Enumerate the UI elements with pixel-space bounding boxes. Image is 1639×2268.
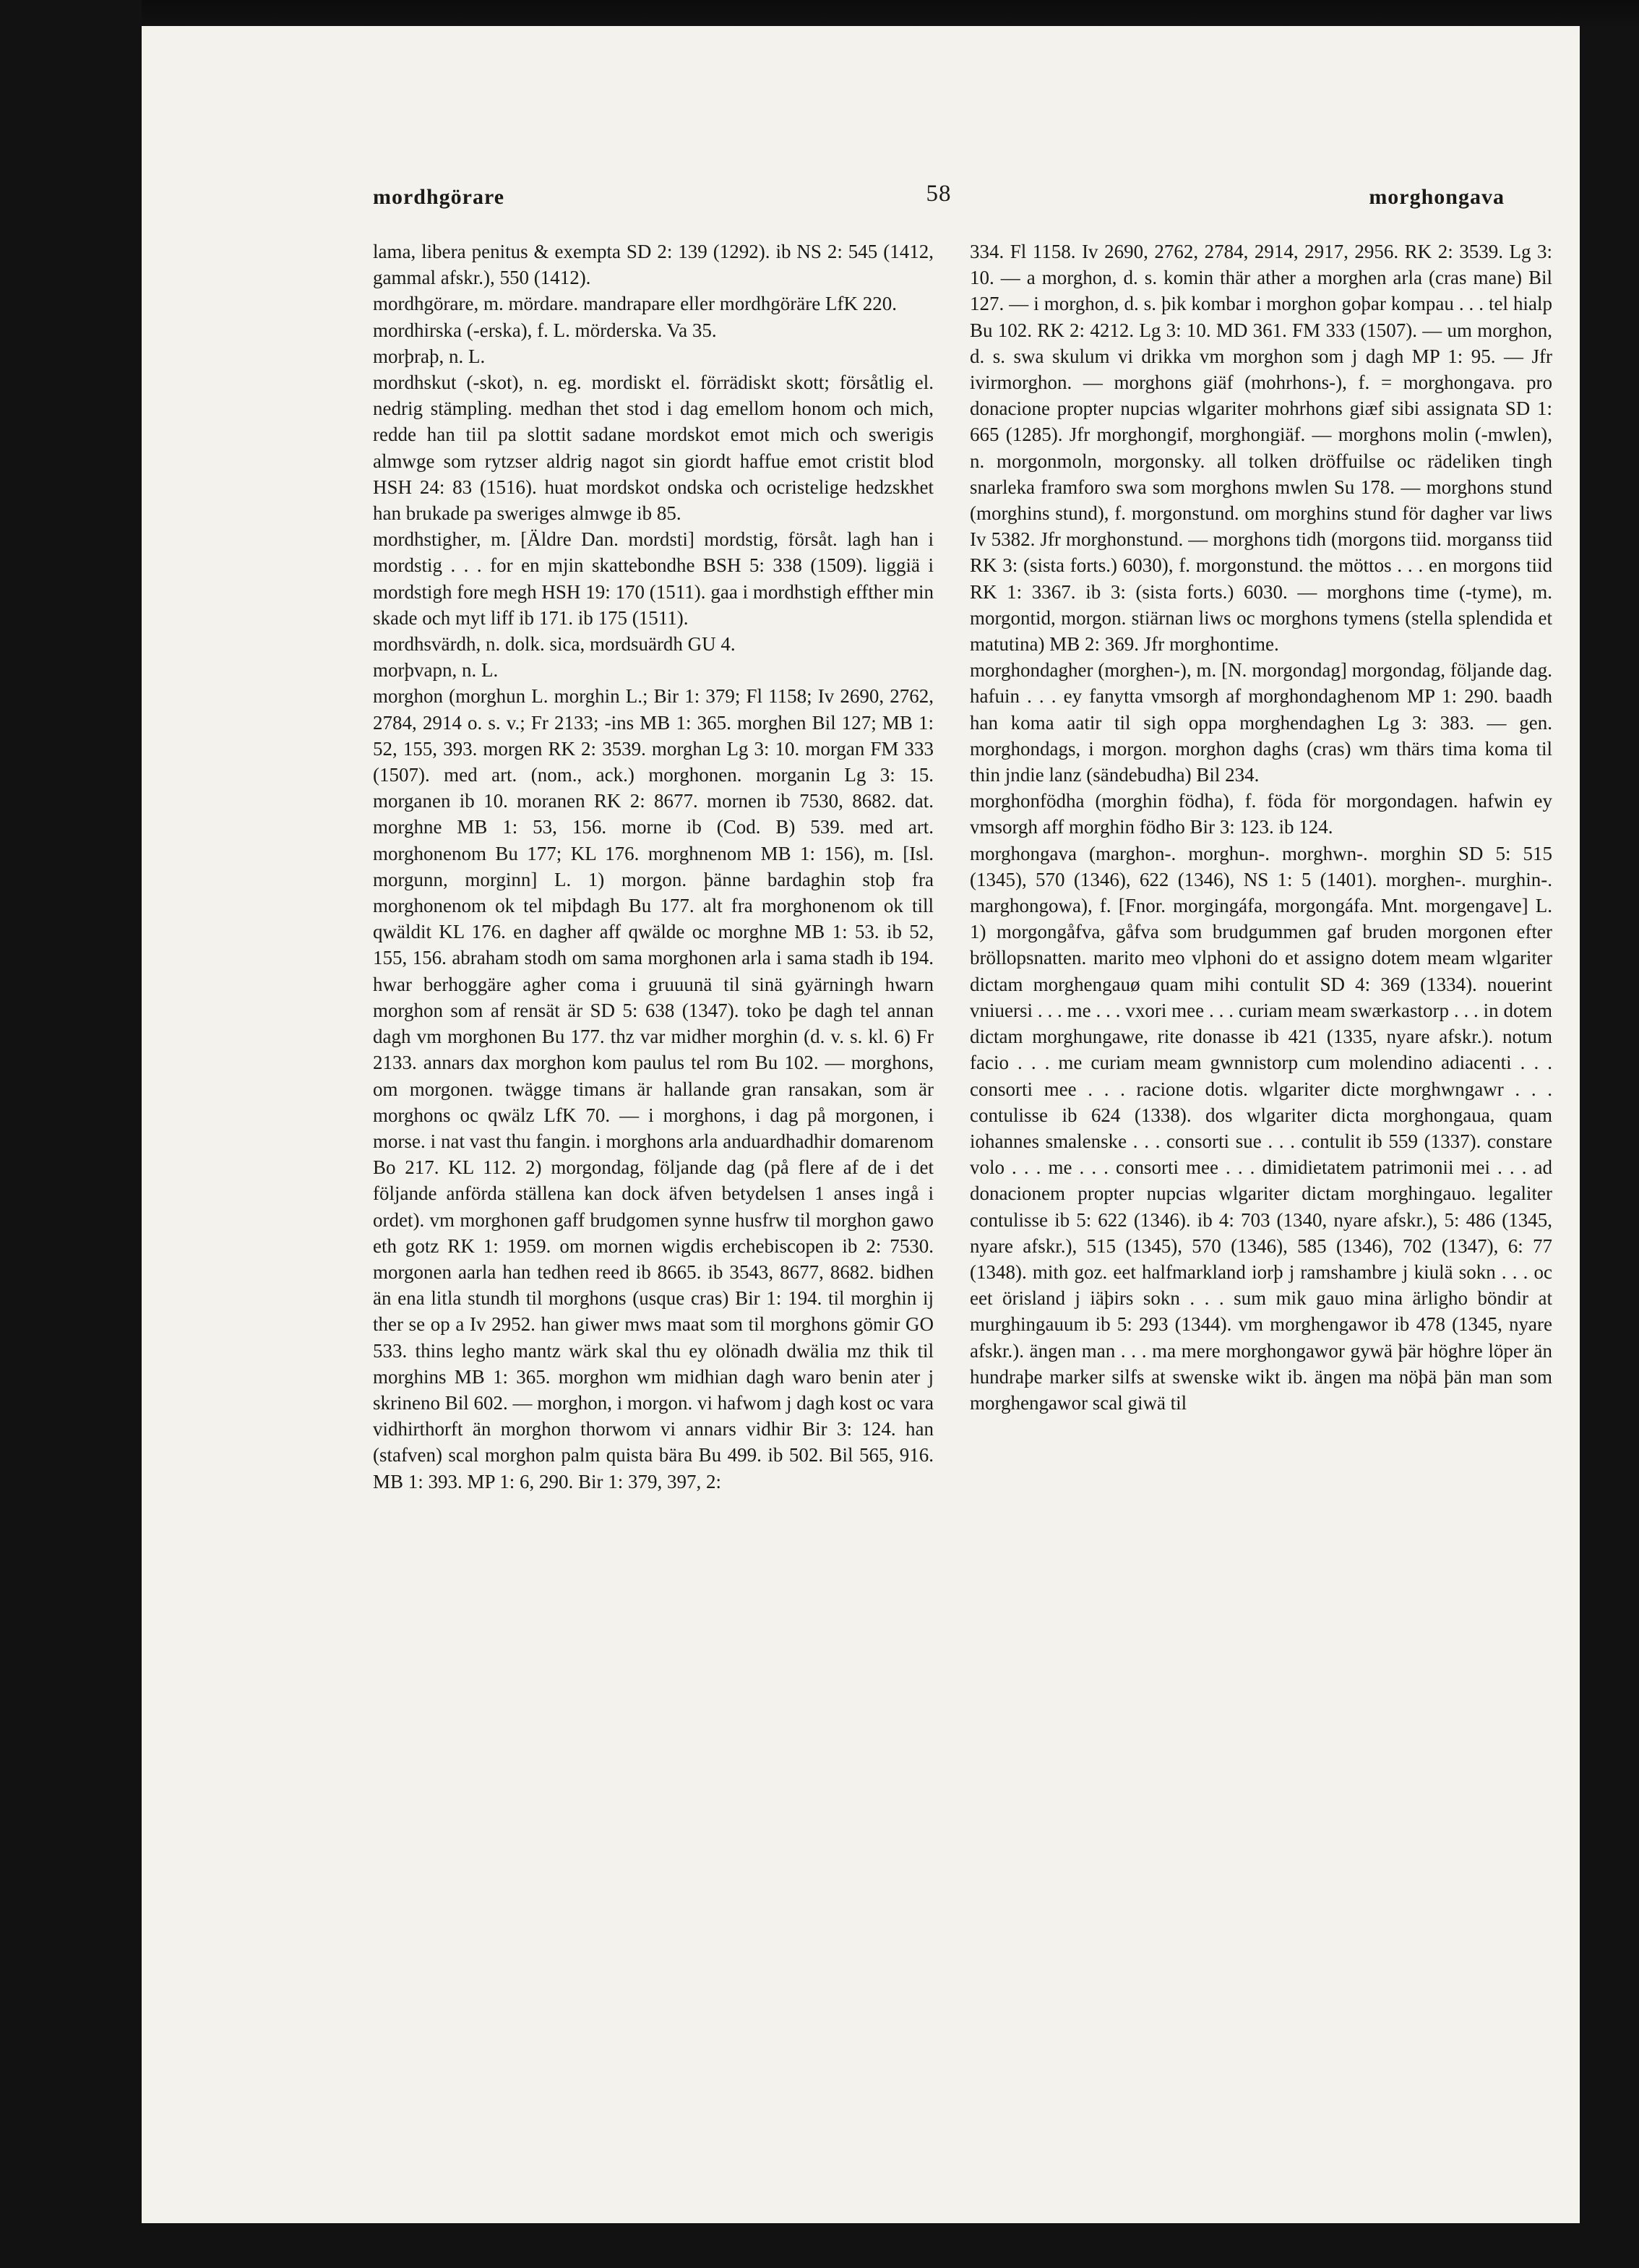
entry-mordhirska: mordhirska (-erska), f. L. mörderska. Va 35. — [373, 319, 717, 341]
entry-morghonfodha: morghonfödha (morghin födha), f. föda för morgondagen. hafwin ey vmsorgh aff morghin födho Bir 3: 123. ib 124. — [970, 790, 1552, 838]
entry-mordhgorare: mordhgörare, m. mördare. mandrapare eller mordhgöräre LfK 220. — [373, 293, 897, 315]
entry-continuation: lama, libera penitus & exempta SD 2: 139 (1292). ib NS 2: 545 (1412, gammal afskr.), 550 (1412). — [373, 241, 934, 289]
entry-morghongava: morghongava (marghon-. morghun-. morghwn-. morghin SD 5: 515 (1345), 570 (1346), 622 (1346), NS 1: 5 (1401). morghen-. murghin-. marghongowa), f. [Fnor. morgingáfa, morgongáfa. Mnt. morgengave] L. 1) morgongåfva, gåfva som brudgummen gaf bruden morgonen efter bröllopsnatten. marito meo vlphoni do et assigno dotem meam wlgariter dictam morghengauø quam mihi contulit SD 4: 369 (1334). nouerint vniuersi . . . me . . . vxori mee . . . curiam meam swærkastorp . . . in dotem dictam morghungawe, rite donasse ib 421 (1335, nyare afskr.). notum facio . . . me curiam meam gwnnistorp cum molendino adiacenti . . . consorti mee . . . racione dotis. wlgariter dicte morghwngawr . . . contulisse ib 624 (1338). dos wlgariter dicta morghongaua, quam iohannes smalenske . . . consorti sue . . . contulit ib 559 (1337). constare volo . . . me . . . consorti mee . . . dimidietatem patrimonii mei . . . ad donacionem propter nupcias wlgariter dictam morghingauo. legaliter contulisse ib 5: 622 (1346). ib 4: 703 (1340, nyare afskr.), 5: 486 (1345, nyare afskr.), 515 (1345), 570 (1346), 585 (1346), 702 (1347), 6: 77 (1348). mith goz. eet halfmarkland iorþ j ramshambre j kiulä sokn . . . oc eet örisland j iäþirs sokn . . . sum mik gauo mina ärligho böndir at murghingauum ib 5: 293 (1344). vm morghengawor ib 478 (1345, nyare afskr.). ängen man . . . ma mere morghongawor gywä þär höghre löper än hundraþe marker silfs at swenske wikt ib. ängen ma nöþä þän man som morghengawor scal giwä til — [970, 842, 1552, 1414]
entry-mordhskut: mordhskut (-skot), n. eg. mordiskt el. förrädiskt skott; försåtlig el. nedrig stämpling. medhan thet stod i dag emellom honom och mich, redde han tiil pa slottit sadane mordskot emot mich och swerigis almwge som rytzser aldrig nagot sin giordt haffue emot cristit blod HSH 24: 83 (1516). huat mordskot ondska och ocristelige hedzskhet han brukade pa sweriges almwge ib 85. — [373, 371, 934, 525]
entry-morghondagher: morghondagher (morghen-), m. [N. morgondag] morgondag, följande dag. hafuin . . . ey fanytta vmsorgh af morghondaghenom MP 1: 290. baadh han koma aatir til sigh oppa morghendaghen Lg 3: 383. — gen. morghondags, i morgon. morghon daghs (cras) wm thärs tima koma til thin jndie lanz (sändebudha) Bil 234. — [970, 659, 1552, 786]
scan-border — [142, 0, 1639, 29]
right-running-headword: morghongava — [1369, 185, 1505, 209]
running-header — [373, 181, 1505, 221]
right-column — [970, 239, 1552, 1416]
entry-morthrath: morþraþ, n. L. — [373, 345, 486, 367]
left-running-headword: mordhgörare — [373, 185, 505, 209]
entry-mordhstigher: mordhstigher, m. [Äldre Dan. mordsti] mordstig, försåt. lagh han i mordstig . . . for en mjin skattebondhe BSH 5: 338 (1509). liggiä i mordstigh fore megh HSH 19: 170 (1511). gaa i mordhstigh effther min skade och myt liff ib 171. ib 175 (1511). — [373, 528, 934, 629]
entry-morthvapn: morþvapn, n. L. — [373, 659, 499, 682]
entry-morghon: morghon (morghun L. morghin L.; Bir 1: 379; Fl 1158; Iv 2690, 2762, 2784, 2914 o. s. v.; Fr 2133; -ins MB 1: 365. morghen Bil 127; MB 1: 52, 155, 393. morgen RK 2: 3539. morghan Lg 3: 10. morgan FM 333 (1507). med art. (nom., ack.) morghonen. morganin Lg 3: 15. morganen ib 10. moranen RK 2: 8677. mornen ib 7530, 8682. dat. morghne MB 1: 53, 156. morne ib (Cod. B) 539. med art. morghonenom Bu 177; KL 176. morghnenom MB 1: 156), m. [Isl. morgunn, morginn] L. 1) morgon. þänne bardaghin stoþ fra morghonenom ok tel miþdagh Bu 177. alt fra morghonenom ok till qwäldit KL 176. en dagher aff qwälde oc morghne MB 1: 53. ib 52, 155, 156. abraham stodh om sama morghonen arla i sama stadh ib 194. hwar berhoggäre agher coma i gruuunä til sinä gyärningh hwarn morghon som af rensät är SD 5: 638 (1347). toko þe dagh tel annan dagh vm morghonen Bu 177. thz var midher morghin (d. v. s. kl. 6) Fr 2133. annars dax morghon kom paulus tel rom Bu 102. — morghons, om morgonen. twägge timans är hallande gran ransakan, som är morghons oc qwälz LfK 70. — i morghons, i dag på morgonen, i morse. i nat vast thu fangin. i morghons arla anduardhadhir domarenom Bo 217. KL 112. 2) morgondag, följande dag (på flere af de i det följande anförda ställena kan dock äfven betydelsen 1 anses ingå i ordet). vm morghonen gaff brudgomen synne husfrw til morghon gawo eth gotz RK 1: 1959. om mornen wigdis erchebiscopen ib 2: 7530. morgonen aarla han tedhen reed ib 8665. ib 3543, 8677, 8682. bidhen än ena litla stundh til morghons (usque cras) Bir 1: 194. til morghin ij ther se op a Iv 2952. han giwer mws maat som til morghons gömir GO 533. thins legho mantz wärk skal thu ey olönadh dwälia mz thik til morghins MB 1: 365. morghon wm midhian dagh waro benin ater j skrineno Bil 602. — morghon, i morgon. vi hafwom j dagh kost oc vara vidhirthorft än morghon thorwom vi annars vidhir Bir 3: 124. han (stafven) scal morghon palm quista bära Bu 499. ib 502. Bil 565, 916. MB 1: 393. MP 1: 6, 290. Bir 1: 379, 397, 2: — [373, 685, 934, 1492]
entry-mordhsvardh: mordhsvärdh, n. dolk. sica, mordsuärdh GU 4. — [373, 633, 736, 656]
left-column — [373, 239, 934, 1495]
page-number: 58 — [926, 181, 952, 207]
entry-morghon-continued: 334. Fl 1158. Iv 2690, 2762, 2784, 2914, 2917, 2956. RK 2: 3539. Lg 3: 10. — a morghon, d. s. komin thär ather a morghen arla (cras mane) Bil 127. — i morghon, d. s. þik kombar i morghon goþar kompau . . . tel hialp Bu 102. RK 2: 4212. Lg 3: 10. MD 361. FM 333 (1507). — um morghon, d. s. swa skulum vi drikka vm morghon som j dagh MP 1: 95. — Jfr ivirmorghon. — morghons giäf (mohrhons-), f. = morghongava. pro donacione propter nupcias wlgariter mohrhons giæf sibi assignata SD 1: 665 (1285). Jfr morghongif, morghongiäf. — morghons molin (-mwlen), n. morgonmoln, morgonsky. all tolken dröffuilse oc rädeliken tingh snarleka framforo swa som morghons mwlen Su 178. — morghons stund (morghins stund), f. morgonstund. om morghins stund för dagher var liws Iv 5382. Jfr morghonstund. — morghons tidh (morgons tiid. morganss tiid RK 3: (sista forts.) 6030), f. morgonstund. the möttos . . . en morgons tiid RK 1: 3367. ib 3: (sista forts.) 6030. — morghons time (-tyme), m. morgontid, morgon. stiärnan liws oc morghons tymens (stella splendida et matutina) MB 2: 369. Jfr morghontime. — [970, 241, 1552, 656]
